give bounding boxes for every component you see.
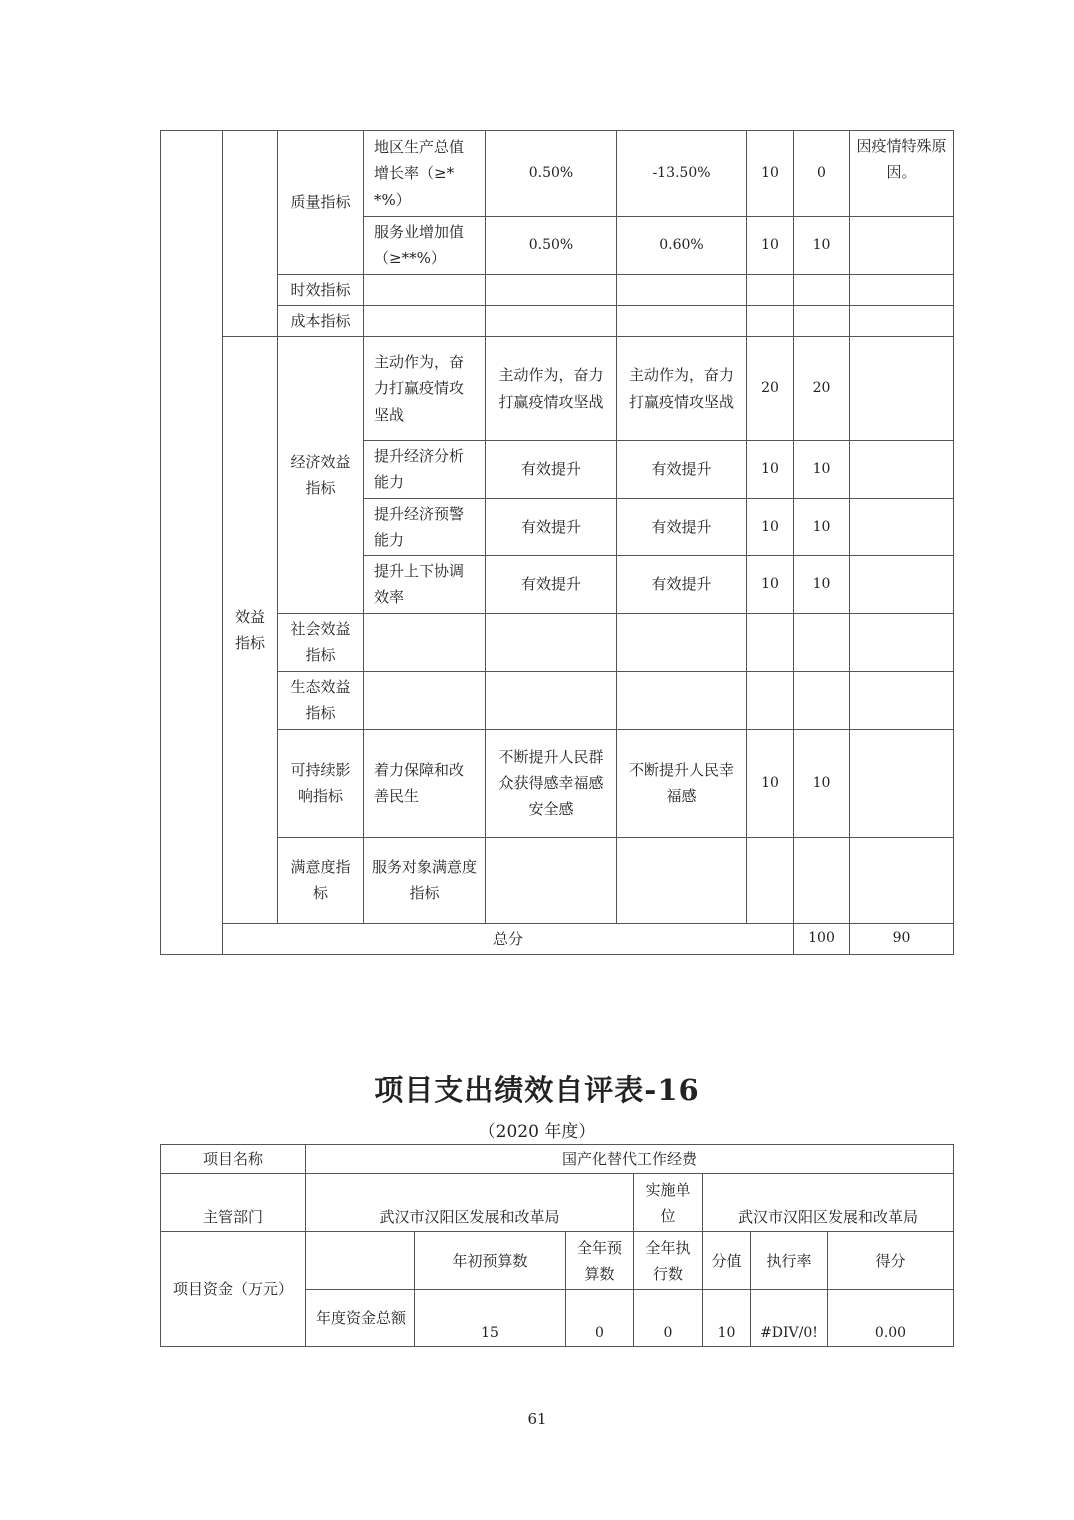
quality-indicator-label: 质量指标 xyxy=(278,131,364,275)
note-cell xyxy=(850,498,954,556)
score-cell: 10 xyxy=(794,498,850,556)
page-subtitle: （2020 年度） xyxy=(478,1122,596,1142)
weight-cell: 10 xyxy=(747,217,794,275)
weight-cell: 20 xyxy=(747,337,794,441)
social-benefit-label: 社会效益指标 xyxy=(278,613,364,671)
note-cell xyxy=(850,337,954,441)
annual-budget-value: 0 xyxy=(566,1290,634,1347)
actual-cell: 有效提升 xyxy=(617,498,747,556)
actual-cell: -13.50% xyxy=(617,131,747,217)
score-cell: 10 xyxy=(794,556,850,614)
execution-rate-header: 执行率 xyxy=(751,1232,828,1290)
target-cell: 有效提升 xyxy=(486,441,617,499)
weight-cell: 10 xyxy=(747,131,794,217)
indicator-cell: 着力保障和改善民生 xyxy=(364,729,486,837)
department-label: 主管部门 xyxy=(161,1174,306,1232)
target-cell: 0.50% xyxy=(486,217,617,275)
execution-rate-value: #DIV/0! xyxy=(751,1290,828,1347)
initial-budget-header: 年初预算数 xyxy=(415,1232,566,1290)
total-label: 总分 xyxy=(223,923,794,954)
score-cell: 10 xyxy=(794,441,850,499)
total-funds-label: 年度资金总额 xyxy=(306,1290,415,1347)
initial-budget-value: 15 xyxy=(415,1290,566,1347)
indicator-cell: 提升经济分析能力 xyxy=(364,441,486,499)
funds-header-blank xyxy=(306,1232,415,1290)
actual-cell: 0.60% xyxy=(617,217,747,275)
annual-execution-value: 0 xyxy=(634,1290,703,1347)
weight-cell: 10 xyxy=(747,556,794,614)
note-cell xyxy=(850,217,954,275)
note-cell xyxy=(850,441,954,499)
note-cell xyxy=(850,556,954,614)
weight-cell: 10 xyxy=(747,441,794,499)
service-satisfaction-label: 服务对象满意度指标 xyxy=(364,837,486,923)
benefit-indicator-label: 效益指标 xyxy=(223,337,278,924)
project-name-label: 项目名称 xyxy=(161,1145,306,1174)
economic-benefit-label: 经济效益指标 xyxy=(278,337,364,614)
page-title: 项目支出绩效自评表-16 xyxy=(374,1073,700,1107)
ecological-benefit-label: 生态效益指标 xyxy=(278,671,364,729)
indicator-cell: 服务业增加值（≥**%） xyxy=(364,217,486,275)
indicator-cell: 提升上下协调效率 xyxy=(364,556,486,614)
score-cell: 0 xyxy=(794,131,850,217)
target-cell: 主动作为，奋力打赢疫情攻坚战 xyxy=(486,337,617,441)
cost-indicator-label: 成本指标 xyxy=(278,305,364,336)
score-cell: 10 xyxy=(794,217,850,275)
weight-cell: 10 xyxy=(747,498,794,556)
score-cell: 20 xyxy=(794,337,850,441)
funds-label: 项目资金（万元） xyxy=(161,1232,306,1347)
actual-cell: 有效提升 xyxy=(617,441,747,499)
indicator-cell: 提升经济预警能力 xyxy=(364,498,486,556)
target-cell: 不断提升人民群众获得感幸福感安全感 xyxy=(486,729,617,837)
implementing-unit-value: 武汉市汉阳区发展和改革局 xyxy=(703,1174,954,1232)
note-cell: 因疫情特殊原因。 xyxy=(850,131,954,217)
implementing-unit-label: 实施单位 xyxy=(634,1174,703,1232)
satisfaction-indicator-label: 满意度指标 xyxy=(278,837,364,923)
target-cell: 有效提升 xyxy=(486,498,617,556)
sustainability-label: 可持续影响指标 xyxy=(278,729,364,837)
actual-cell: 有效提升 xyxy=(617,556,747,614)
page-number: 61 xyxy=(527,1410,547,1428)
weight-header: 分值 xyxy=(703,1232,751,1290)
total-weight: 100 xyxy=(794,923,850,954)
weight-value: 10 xyxy=(703,1290,751,1347)
note-cell xyxy=(850,729,954,837)
performance-indicator-table xyxy=(160,130,954,955)
timeliness-indicator-label: 时效指标 xyxy=(278,274,364,305)
target-cell: 0.50% xyxy=(486,131,617,217)
score-header: 得分 xyxy=(828,1232,954,1290)
actual-cell: 主动作为，奋力打赢疫情攻坚战 xyxy=(617,337,747,441)
actual-cell: 不断提升人民幸福感 xyxy=(617,729,747,837)
output-indicator-cell xyxy=(223,131,278,337)
score-cell: 10 xyxy=(794,729,850,837)
department-value: 武汉市汉阳区发展和改革局 xyxy=(306,1174,634,1232)
project-name-value: 国产化替代工作经费 xyxy=(306,1145,954,1174)
total-score: 90 xyxy=(850,923,954,954)
continued-category-cell xyxy=(161,131,223,955)
indicator-cell: 地区生产总值增长率（≥**%） xyxy=(364,131,486,217)
annual-budget-header: 全年预算数 xyxy=(566,1232,634,1290)
score-value: 0.00 xyxy=(828,1290,954,1347)
indicator-cell: 主动作为，奋力打赢疫情攻坚战 xyxy=(364,337,486,441)
target-cell: 有效提升 xyxy=(486,556,617,614)
weight-cell: 10 xyxy=(747,729,794,837)
annual-execution-header: 全年执行数 xyxy=(634,1232,703,1290)
project-info-table xyxy=(160,1144,954,1347)
